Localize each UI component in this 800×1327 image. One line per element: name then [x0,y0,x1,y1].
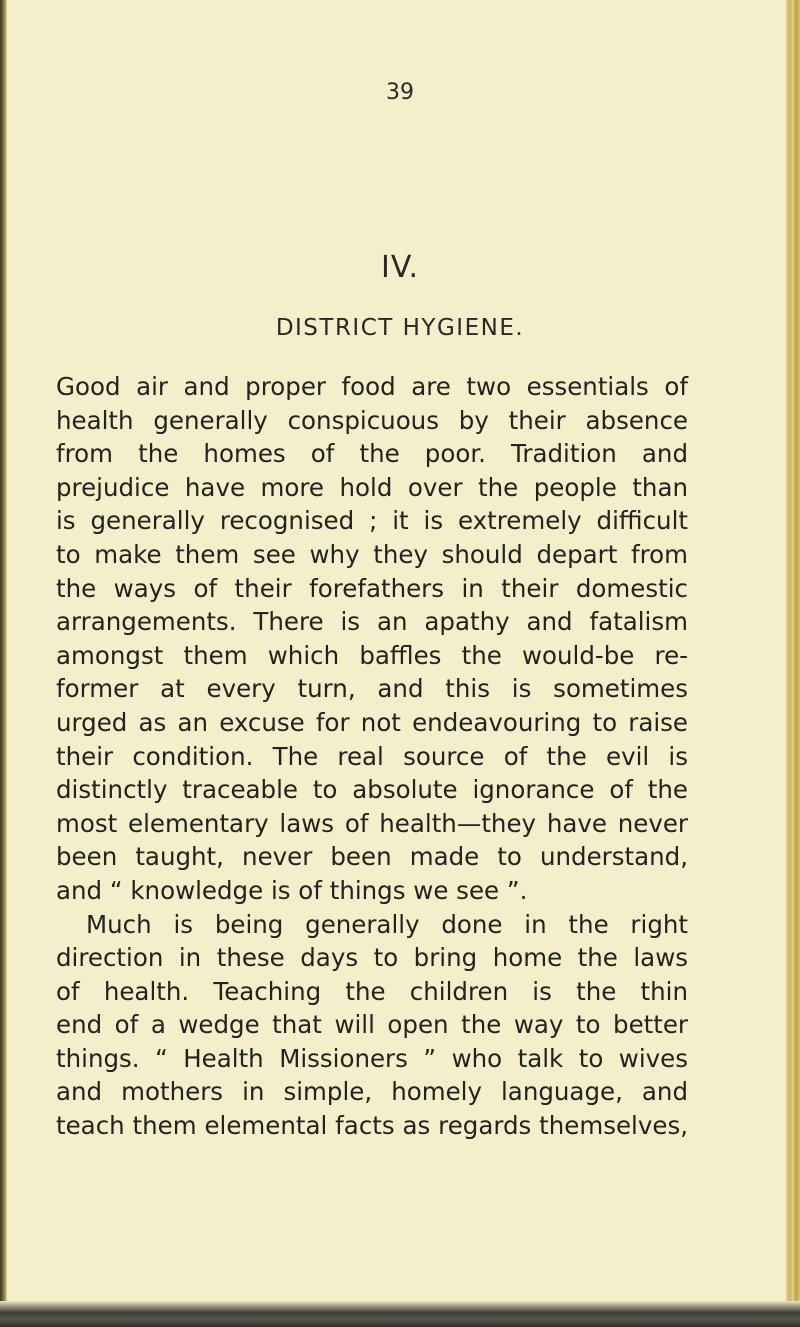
page-gutter [0,0,7,1327]
text-line: and mothers in simple, homely language, and [56,1077,688,1107]
text-line: things. “ Health Missioners ” who talk to wives [56,1043,688,1073]
text-line: health generally conspicuous by their absence [56,405,688,435]
text-line: prejudice have more hold over the people than [56,472,688,502]
text-line: most elementary laws of health—they have never [56,808,688,838]
text-line: end of a wedge that will open the way to better [56,1010,688,1040]
text-line: former at every turn, and this is sometimes [56,674,688,704]
chapter-numeral: IV. [380,250,420,285]
text-line: amongst them which baffles the would-be re- [56,640,688,670]
text-line: Much is being generally done in the right [86,909,688,939]
text-line: from the homes of the poor. Tradition and [56,439,688,469]
text-line: the ways of their forefathers in their domestic [56,573,688,603]
text-line: of health. Teaching the children is the thin [56,976,688,1006]
text-line: to make them see why they should depart from [56,539,688,569]
text-line: distinctly traceable to absolute ignorance of the [56,775,688,805]
body-text [56,370,688,1143]
text-line: been taught, never been made to understand, [56,842,688,872]
text-line: urged as an excuse for not endeavouring to raise [56,707,688,737]
page-edge-bottom [0,1301,800,1327]
text-line: their condition. The real source of the evil is [56,741,688,771]
text-line: arrangements. There is an apathy and fatalism [56,607,688,637]
chapter-title: DISTRICT HYGIENE. [275,315,525,341]
page-edge-right [786,0,800,1327]
text-line: is generally recognised ; it is extremely difficult [56,506,688,536]
text-line: direction in these days to bring home the laws [56,943,688,973]
page-number: 39 [386,80,414,105]
text-line: Good air and proper food are two essentials of [56,372,688,401]
text-line: teach them elemental facts as regards themselves, [56,1111,688,1141]
text-line: and “ knowledge is of things we see ”. [56,875,528,905]
